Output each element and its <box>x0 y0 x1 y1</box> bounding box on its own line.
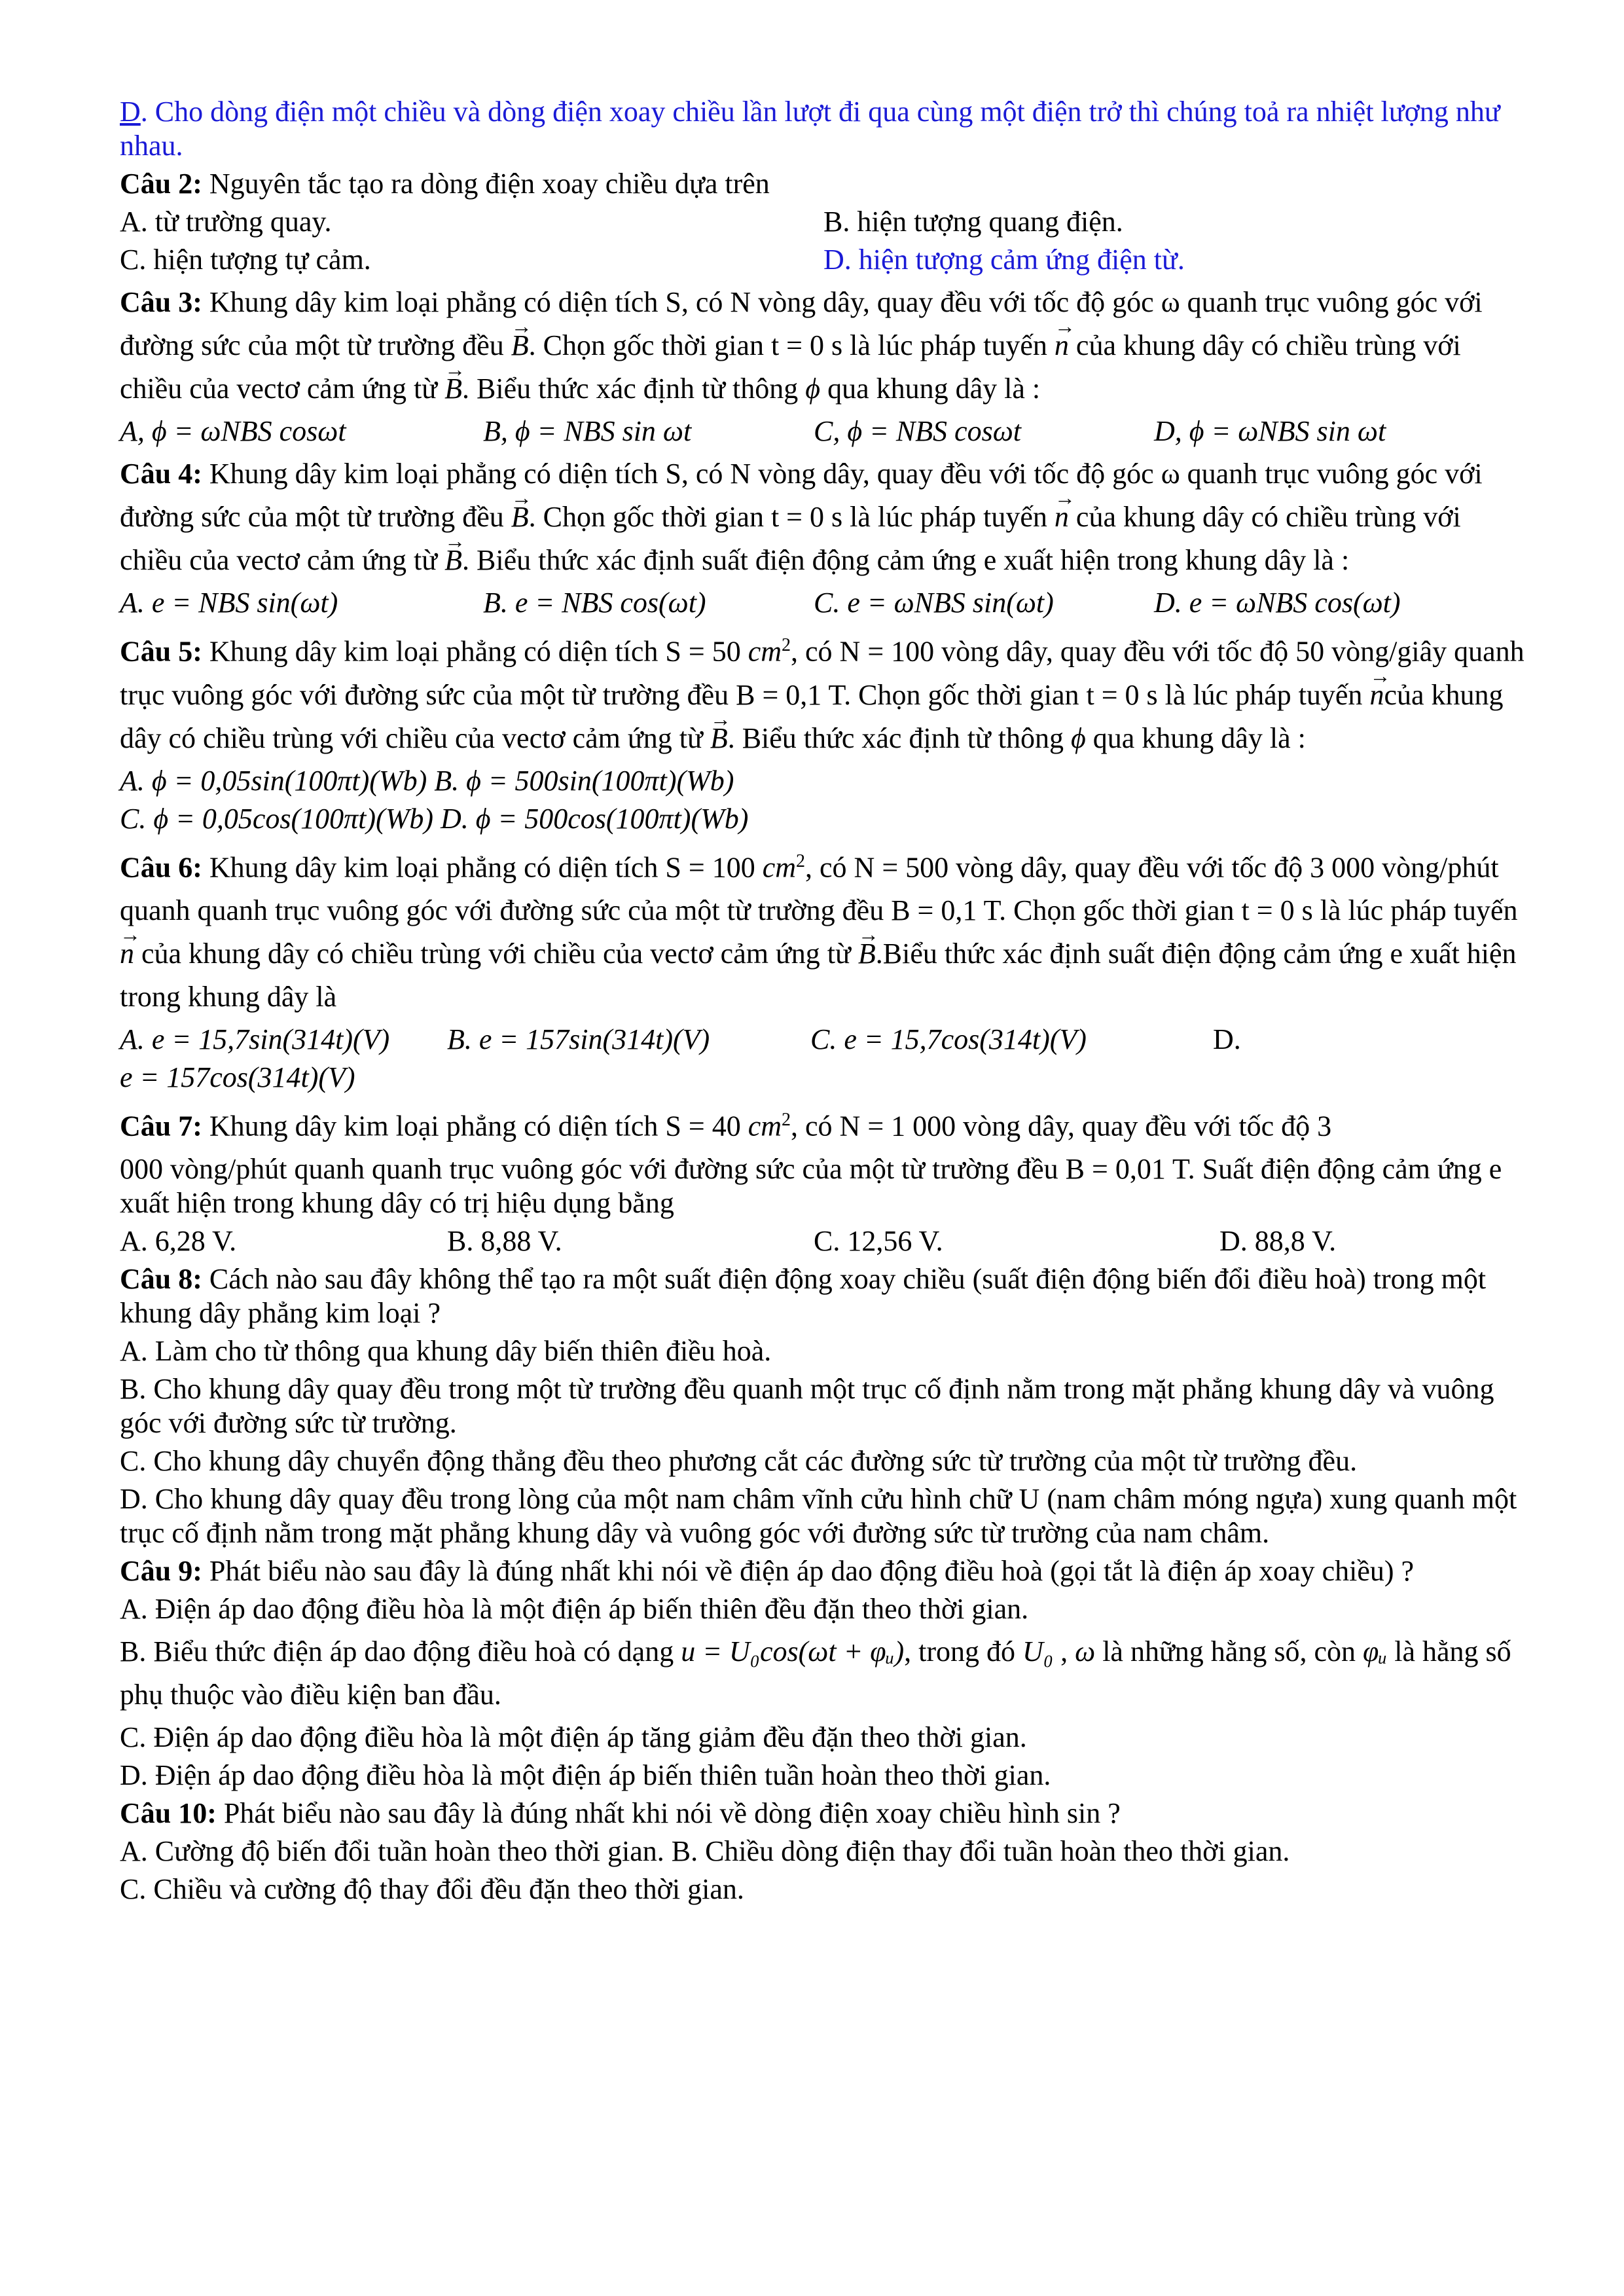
question-2 <box>120 167 1527 201</box>
exponent: 2 <box>782 635 791 655</box>
question-4 <box>120 452 1527 582</box>
question-text: Khung dây kim loại phẳng có diện tích S, có N vòng dây, quay đều với tốc độ góc ω quanh trục vuông góc với đường sức của một từ trường đều <box>120 286 1483 361</box>
question-label: Câu 4: <box>120 458 202 490</box>
option-c: C. Điện áp dao động điều hòa là một điện áp tăng giảm đều đặn theo thời gian. <box>120 1721 1027 1753</box>
options-row <box>120 586 1527 620</box>
exponent: 2 <box>796 850 806 871</box>
question-text: Khung dây kim loại phẳng có diện tích S = 50 <box>202 635 748 668</box>
intro-text: . Cho dòng điện một chiều và dòng điện xoay chiều lần lượt đi qua cùng một điện trở thì chúng toả ra nhiệt lượng như nhau. <box>120 96 1500 162</box>
question-text: qua khung dây là : <box>1085 721 1306 754</box>
question-text: Phát biểu nào sau đây là đúng nhất khi nói về dòng điện xoay chiều hình sin ? <box>216 1796 1121 1829</box>
vector-n: → n <box>1055 324 1069 367</box>
option-text: là những hằng số, còn <box>1095 1635 1363 1667</box>
question-text: Khung dây kim loại phẳng có diện tích S = 40 <box>202 1110 748 1142</box>
question-text: Nguyên tắc tạo ra dòng điện xoay chiều dựa trên <box>202 168 770 200</box>
phi-symbol: ϕ <box>1071 721 1086 754</box>
question-text: . Biểu thức xác định suất điện động cảm ứng e xuất hiện trong khung dây là : <box>462 544 1350 576</box>
answer-letter: D <box>120 96 141 128</box>
options-row <box>120 1023 1527 1057</box>
option-c: C. Cho khung dây chuyển động thẳng đều theo phương cắt các đường sức từ trường của một từ trường đều. <box>120 1444 1358 1477</box>
exponent: 2 <box>782 1110 791 1131</box>
question-text: của khung dây có chiều trùng với chiều của vectơ cảm ứng từ <box>134 938 858 970</box>
vector-b: → B <box>511 324 529 367</box>
option-c: C, ϕ = NBS cosωt <box>814 415 1021 447</box>
option-d: e = 157cos(314t)(V) <box>120 1061 355 1094</box>
question-text: , có N = 500 vòng dây, quay đều với tốc độ 3 000 vòng/phút quanh quanh trục vuông góc với đường sức của một từ trường đều B = 0,1 T. Chọn gốc thời gian t = 0 s là lúc pháp tuyến <box>120 851 1518 927</box>
options-row <box>120 205 1527 239</box>
option-text: , <box>1053 1635 1075 1667</box>
vector-b: → B <box>511 496 529 539</box>
option-b: B, ϕ = NBS sin ωt <box>483 415 692 447</box>
formula: ω <box>1075 1635 1096 1667</box>
option-d: D. Cho khung dây quay đều trong lòng của một nam châm vĩnh cửu hình chữ U (nam châm móng ngựa) xung quanh một trục cố định nằm trong mặt phẳng khung dây và vuông góc với đường sức từ trường của nam châm. <box>120 1482 1517 1549</box>
options-cd: C. ϕ = 0,05cos(100πt)(Wb) D. ϕ = 500cos(100πt)(Wb) <box>120 802 749 835</box>
option-d: D. 88,8 V. <box>1219 1224 1337 1257</box>
option-c: C. hiện tượng tự cảm. <box>120 244 371 276</box>
question-text: của khung dây có chiều trùng với chiều của vectơ cảm ứng từ <box>120 501 1461 576</box>
question-label: Câu 2: <box>120 168 202 200</box>
option-text: là hằng số phụ thuộc vào điều kiện ban đầu. <box>120 1635 1511 1711</box>
vector-n: → n <box>1055 496 1069 539</box>
options-ab: A. Cường độ biến đổi tuần hoàn theo thời gian. B. Chiều dòng điện thay đổi tuần hoàn theo thời gian. <box>120 1834 1290 1867</box>
option-text: , trong đó <box>904 1635 1023 1667</box>
question-9 <box>120 1554 1527 1588</box>
question-label: Câu 5: <box>120 635 202 668</box>
question-text: . Biểu thức xác định từ thông <box>727 721 1071 754</box>
question-label: Câu 8: <box>120 1262 202 1295</box>
option-d-label: D. <box>1213 1023 1241 1056</box>
option-c: C. e = ωNBS sin(ωt) <box>814 587 1054 619</box>
question-text: . Biểu thức xác định từ thông <box>462 373 806 405</box>
option-a: A. Điện áp dao động điều hòa là một điện áp biến thiên đều đặn theo thời gian. <box>120 1592 1029 1625</box>
question-3 <box>120 281 1527 410</box>
question-text: . Chọn gốc thời gian t = 0 s là lúc pháp tuyến <box>528 501 1055 533</box>
question-text: , có N = 100 vòng dây, quay đều với tốc độ 50 vòng/giây quanh trục vuông góc với đường sức của một từ trường đều B = 0,1 T. Chọn gốc thời gian t = 0 s là lúc pháp tuyến <box>120 635 1525 711</box>
vector-n: → n <box>120 932 134 975</box>
option-a: A. e = 15,7sin(314t)(V) <box>120 1023 390 1056</box>
option-a: A. e = NBS sin(ωt) <box>120 587 338 619</box>
option-text: B. Biểu thức điện áp dao động điều hoà có dạng <box>120 1635 681 1667</box>
question-text: .Biểu thức xác định suất điện động cảm ứng e xuất hiện trong khung dây là <box>120 938 1517 1013</box>
intro-answer <box>120 95 1527 163</box>
question-label: Câu 7: <box>120 1110 202 1142</box>
vector-b: → B <box>710 717 728 760</box>
phi-symbol: ϕ <box>805 373 821 405</box>
vector-b: → B <box>444 367 462 410</box>
question-label: Câu 9: <box>120 1554 202 1587</box>
options-row <box>120 1224 1527 1258</box>
option-d: D. hiện tượng cảm ứng điện từ. <box>823 244 1185 276</box>
vector-b: → B <box>858 932 876 975</box>
formula: u = U₀cos(ωt + φᵤ) <box>681 1635 905 1667</box>
formula: φᵤ <box>1363 1635 1388 1667</box>
question-10 <box>120 1796 1527 1831</box>
question-list <box>120 95 1527 1910</box>
option-b: B. Cho khung dây quay đều trong một từ trường đều quanh một trục cố định nằm trong mặt phẳng khung dây và vuông góc với đường sức từ trường. <box>120 1372 1494 1439</box>
question-text: của khung dây có chiều trùng với chiều của vectơ cảm ứng từ <box>120 329 1461 405</box>
question-5 <box>120 624 1527 760</box>
option-d: D. e = ωNBS cos(ωt) <box>1154 587 1401 619</box>
option-d: D. Điện áp dao động điều hòa là một điện áp biến thiên tuần hoàn theo thời gian. <box>120 1758 1051 1791</box>
option-c: C. e = 15,7cos(314t)(V) <box>810 1023 1087 1056</box>
option-a: A, ϕ = ωNBS cosωt <box>120 415 346 447</box>
vector-b: → B <box>444 539 462 582</box>
question-text: Phát biểu nào sau đây là đúng nhất khi nói về điện áp dao động điều hoà (gọi tắt là điện áp xoay chiều) ? <box>202 1554 1415 1587</box>
option-b <box>120 1630 1527 1717</box>
question-text: Khung dây kim loại phẳng có diện tích S, có N vòng dây, quay đều với tốc độ góc ω quanh trục vuông góc với đường sức của một từ trường đều <box>120 458 1483 533</box>
question-text: của khung dây có chiều trùng với chiều của vectơ cảm ứng từ <box>120 678 1504 754</box>
option-a: A. 6,28 V. <box>120 1224 237 1257</box>
question-label: Câu 10: <box>120 1796 217 1829</box>
unit-cm: cm <box>762 851 797 884</box>
options-row <box>120 414 1527 448</box>
question-text: . Chọn gốc thời gian t = 0 s là lúc pháp tuyến <box>528 329 1055 361</box>
option-d: D, ϕ = ωNBS sin ωt <box>1154 415 1386 447</box>
question-text: Khung dây kim loại phẳng có diện tích S = 100 <box>202 851 763 884</box>
option-a: A. Làm cho từ thông qua khung dây biến thiên điều hoà. <box>120 1334 772 1367</box>
formula: U₀ <box>1022 1635 1054 1667</box>
unit-cm: cm <box>748 1110 782 1142</box>
option-b: B. hiện tượng quang điện. <box>823 206 1123 238</box>
option-b: B. e = 157sin(314t)(V) <box>447 1023 710 1056</box>
options-row <box>120 243 1527 277</box>
options-ab: A. ϕ = 0,05sin(100πt)(Wb) B. ϕ = 500sin(100πt)(Wb) <box>120 764 734 797</box>
question-8 <box>120 1262 1527 1330</box>
option-b: B. e = NBS cos(ωt) <box>483 587 706 619</box>
unit-cm: cm <box>748 635 782 668</box>
option-a: A. từ trường quay. <box>120 206 332 238</box>
question-text: Cách nào sau đây không thể tạo ra một suất điện động xoay chiều (suất điện động biến đổi điều hoà) trong một khung dây phẳng kim loại ? <box>120 1262 1487 1329</box>
question-label: Câu 3: <box>120 286 202 318</box>
question-text: , có N = 1 000 vòng dây, quay đều với tốc độ 3 <box>791 1110 1332 1142</box>
question-label: Câu 6: <box>120 851 202 884</box>
question-text: qua khung dây là : <box>820 373 1041 405</box>
question-7-continued: 000 vòng/phút quanh quanh trục vuông góc với đường sức của một từ trường đều B = 0,01 T. Suất điện động cảm ứng e xuất hiện trong khung dây có trị hiệu dụng bằng <box>120 1152 1502 1219</box>
option-b: B. 8,88 V. <box>447 1224 562 1257</box>
option-c: C. 12,56 V. <box>814 1224 943 1257</box>
option-c: C. Chiều và cường độ thay đổi đều đặn theo thời gian. <box>120 1872 744 1905</box>
question-6 <box>120 840 1527 1019</box>
question-7 <box>120 1099 1527 1148</box>
vector-n: → n <box>1369 674 1384 717</box>
